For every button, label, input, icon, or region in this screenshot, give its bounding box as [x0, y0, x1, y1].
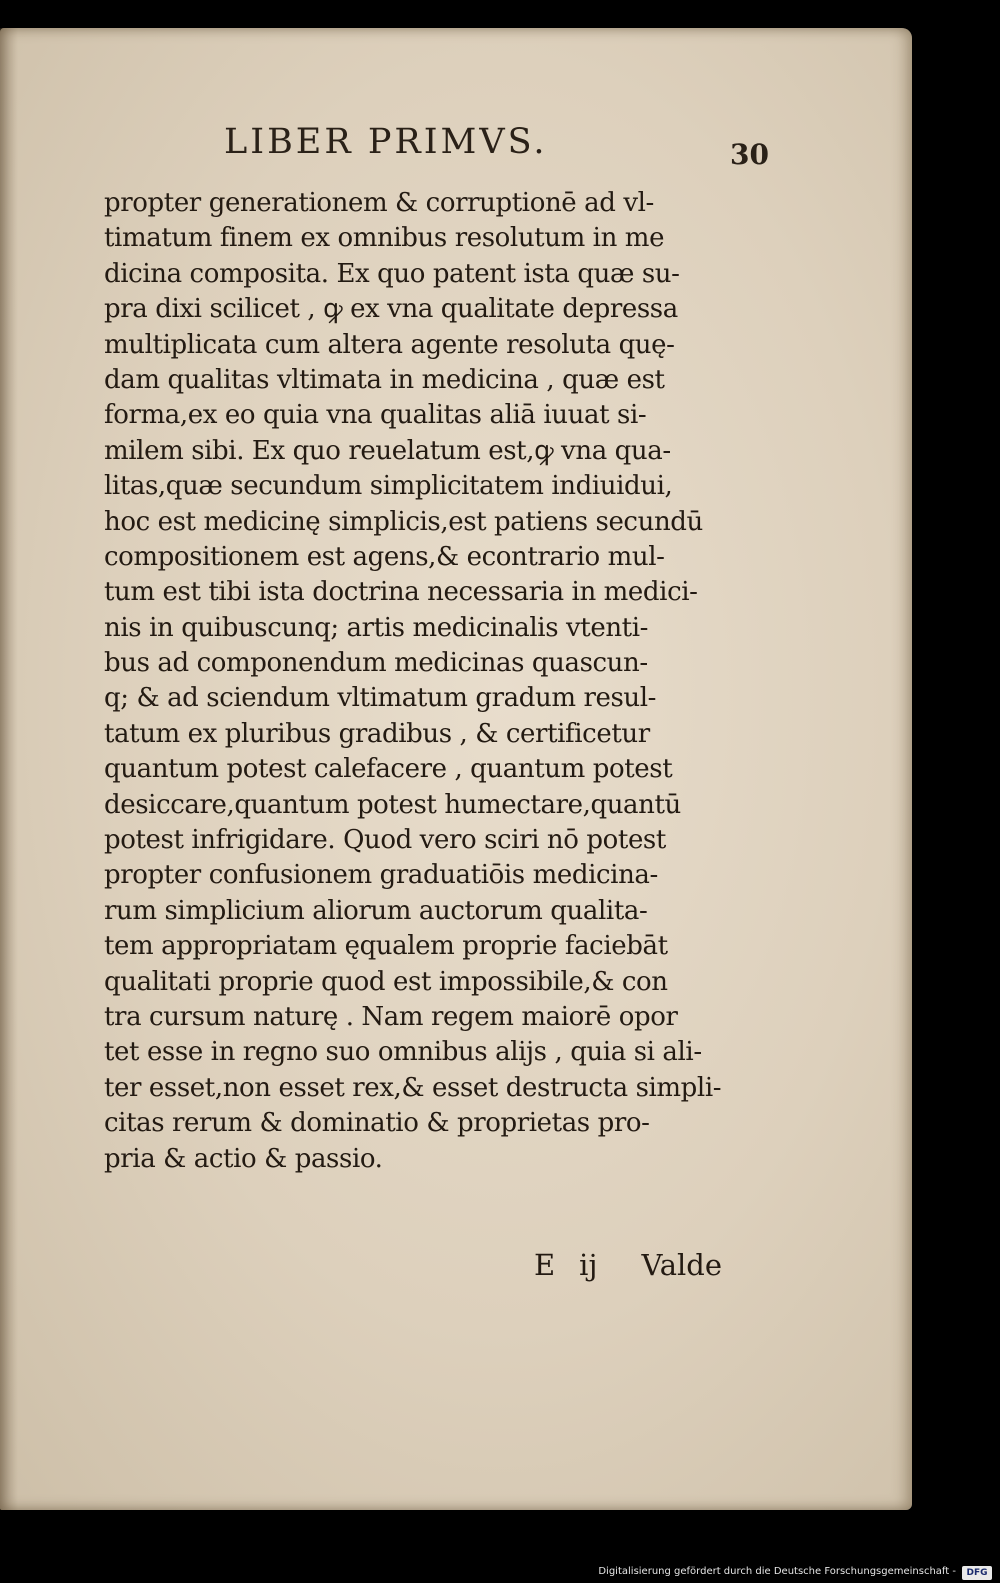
running-head: LIBER PRIMVS.	[224, 122, 548, 162]
signature-number: ij	[579, 1248, 598, 1282]
text-line: timatum finem ex omnibus resolutum in me	[104, 223, 665, 254]
text-line: dicina composita. Ex quo patent ista quæ su-	[104, 258, 680, 289]
text-line: multiplicata cum altera agente resoluta quę-	[104, 329, 675, 360]
dfg-logo: DFG	[962, 1566, 992, 1580]
text-line: dam qualitas vltimata in medicina , quæ est	[104, 364, 665, 395]
page-binding-shadow	[0, 28, 18, 1510]
text-line: compositionem est agens,& econtrario mul-	[104, 541, 665, 572]
text-line: qualitati proprie quod est impossibile,& con	[104, 966, 668, 997]
text-line: rum simplicium aliorum auctorum qualita-	[104, 895, 648, 926]
text-line: hoc est medicinę simplicis,est patiens secundū	[104, 506, 703, 537]
text-line: quantum potest calefacere , quantum potest	[104, 754, 673, 785]
text-line: pria & actio & passio.	[104, 1143, 383, 1174]
text-line: milem sibi. Ex quo reuelatum est,ꝙ vna qua-	[104, 435, 671, 466]
page-header	[0, 116, 912, 176]
text-line: tatum ex pluribus gradibus , & certificetur	[104, 718, 650, 749]
text-line: tum est tibi ista doctrina necessaria in medici-	[104, 577, 698, 608]
text-line: ter esset,non esset rex,& esset destructa simpli-	[104, 1072, 722, 1103]
text-line: litas,quæ secundum simplicitatem indiuidui,	[104, 471, 673, 502]
folio-number: 30	[730, 138, 769, 171]
text-line: potest infrigidare. Quod vero sciri nō potest	[104, 825, 666, 856]
text-line: pra dixi scilicet , ꝙ ex vna qualitate depressa	[104, 294, 678, 325]
signature-mark: E	[534, 1248, 556, 1282]
text-line: propter confusionem graduatiōis medicina-	[104, 860, 658, 891]
main-text-block	[104, 186, 764, 1177]
text-line: tra cursum naturę . Nam regem maiorē opor	[104, 1001, 678, 1032]
text-line: desiccare,quantum potest humectare,quantū	[104, 789, 681, 820]
catchword: Valde	[641, 1248, 723, 1282]
text-line: citas rerum & dominatio & proprietas pro-	[104, 1108, 650, 1139]
text-line: q; & ad sciendum vltimatum gradum resul-	[104, 683, 657, 714]
text-line: propter generationem & corruptionē ad vl-	[104, 188, 654, 218]
text-line: bus ad componendum medicinas quascun-	[104, 648, 648, 679]
text-line: tem appropriatam ęqualem proprie faciebāt	[104, 931, 668, 962]
catchline	[534, 1248, 722, 1282]
text-line: nis in quibuscunq; artis medicinalis vtenti-	[104, 612, 649, 643]
text-line: tet esse in regno suo omnibus alijs , quia si ali-	[104, 1037, 702, 1068]
digitization-credit: Digitalisierung gefördert durch die Deutsche Forschungsgemeinschaft -	[598, 1566, 956, 1577]
text-line: forma,ex eo quia vna qualitas aliā iuuat si-	[104, 400, 647, 431]
book-page	[0, 28, 912, 1510]
